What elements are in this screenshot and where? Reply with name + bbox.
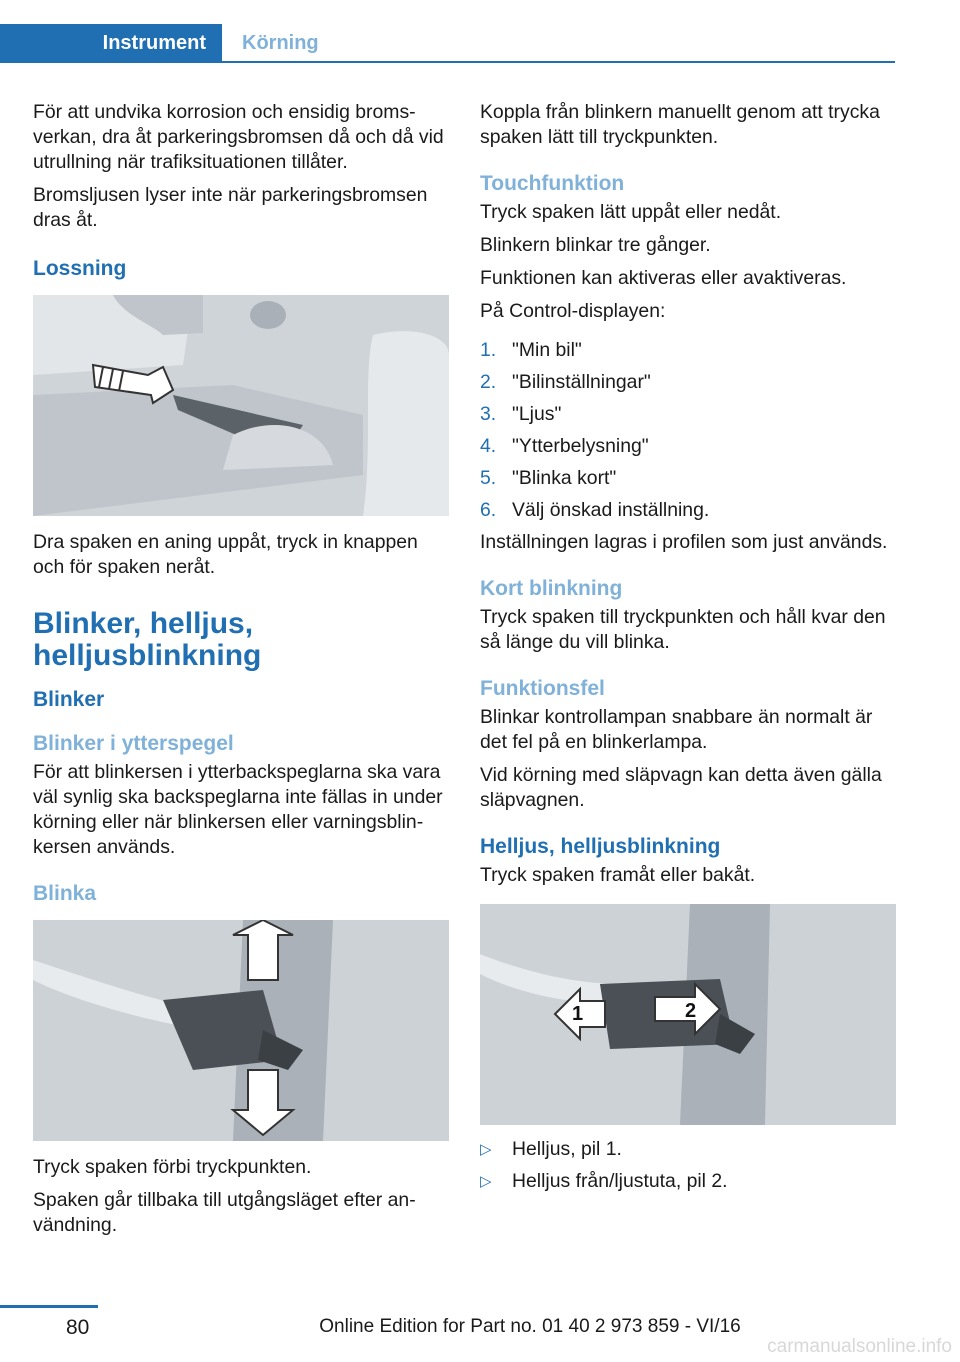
list-item [480,338,896,363]
paragraph-blinka-2: Spaken går tillbaka till utgångsläget efter an-vändning. [33,1189,416,1236]
step-text: "Bilinställningar" [512,371,651,393]
heading-blinker-helljus: Blinker, helljus, helljusblinkning [33,607,262,672]
step-number: 4. [480,435,497,457]
step-number: 1. [480,339,497,361]
watermark: carmanualsonline.info [767,1336,952,1357]
paragraph-blinka-1: Tryck spaken förbi tryckpunkten. [33,1156,312,1178]
control-display-steps [480,338,896,523]
heading-funktionsfel: Funktionsfel [480,677,605,700]
paragraph-touch-1: Tryck spaken lätt uppåt eller nedåt. [480,201,782,223]
list-item [480,498,896,523]
paragraph-funktionsfel-1: Blinkar kontrollampan snabbare än normalt är det fel på en blinkerlampa. [480,706,873,753]
heading-kort-blinkning: Kort blinkning [480,577,623,600]
left-column [33,100,449,1246]
tab-korning[interactable]: Körning [242,31,319,54]
list-item [480,1137,896,1162]
list-item [480,466,896,491]
paragraph-installningen: Inställningen lagras i profilen som just används. [480,531,888,553]
paragraph-touch-3: Funktionen kan aktiveras eller avaktiveras. [480,267,847,289]
heading-lossning: Lossning [33,257,127,280]
footer-edition: Online Edition for Part no. 01 40 2 973 859 - VI/16 [319,1316,741,1337]
step-text: "Ljus" [512,403,562,425]
heading-blinker-ytterspegel: Blinker i ytterspegel [33,732,234,755]
bullet-text: Helljus från/ljustuta, pil 2. [512,1170,728,1192]
footer-divider [0,1305,98,1308]
figure-turn-signal-stalk [33,920,449,1141]
paragraph-touch-2: Blinkern blinkar tre gånger. [480,234,711,256]
heading-touchfunktion: Touchfunktion [480,172,625,195]
triangle-bullet-icon: ▷ [480,1141,492,1158]
right-column [480,100,896,1201]
paragraph-bromsljus: Bromsljusen lyser inte när parkeringsbromsen dras åt. [33,184,428,231]
list-item [480,402,896,427]
paragraph-ytterspegel: För att blinkersen i ytterbackspeglarna ska vara väl synlig ska backspeglarna inte fällas in under körning eller när blinkersen eller varningsblin-kersen används. [33,761,443,858]
helljus-bullets [480,1137,896,1194]
paragraph-kort-blinkning: Tryck spaken till tryckpunkten och håll kvar den så länge du vill blinka. [480,606,886,653]
step-text: "Blinka kort" [512,467,617,489]
step-number: 3. [480,403,497,425]
triangle-bullet-icon: ▷ [480,1173,492,1190]
paragraph-koppla: Koppla från blinkern manuellt genom att trycka spaken lätt till tryckpunkten. [480,101,880,148]
list-item [480,370,896,395]
paragraph-korrosion: För att undvika korrosion och ensidig broms-verkan, dra åt parkeringsbromsen då och då vid utrullning när trafiksituationen tillåter. [33,101,444,173]
step-number: 2. [480,371,497,393]
tab-instrument[interactable]: Instrument [0,24,222,62]
heading-blinker: Blinker [33,688,105,711]
figure-parking-brake [33,295,449,516]
arrow-2-label: 2 [685,1000,697,1022]
header-tabbar [0,0,960,64]
bullet-text: Helljus, pil 1. [512,1138,622,1160]
step-text: "Ytterbelysning" [512,435,649,457]
paragraph-lossning: Dra spaken en aning uppåt, tryck in knappen och för spaken neråt. [33,531,418,578]
list-item [480,1169,896,1194]
heading-blinka: Blinka [33,882,97,905]
page-number: 80 [66,1316,90,1339]
heading-helljus: Helljus, helljusblinkning [480,835,721,858]
step-text: "Min bil" [512,339,582,361]
paragraph-helljus: Tryck spaken framåt eller bakåt. [480,864,756,886]
paragraph-touch-4: På Control-displayen: [480,300,666,322]
list-item [480,434,896,459]
arrow-1-label: 1 [572,1003,584,1025]
header-divider [0,61,895,63]
figure-high-beam-stalk [480,904,896,1125]
step-text: Välj önskad inställning. [512,499,710,521]
paragraph-funktionsfel-2: Vid körning med släpvagn kan detta även gälla släpvagnen. [480,764,882,811]
step-number: 5. [480,467,497,489]
step-number: 6. [480,499,497,521]
